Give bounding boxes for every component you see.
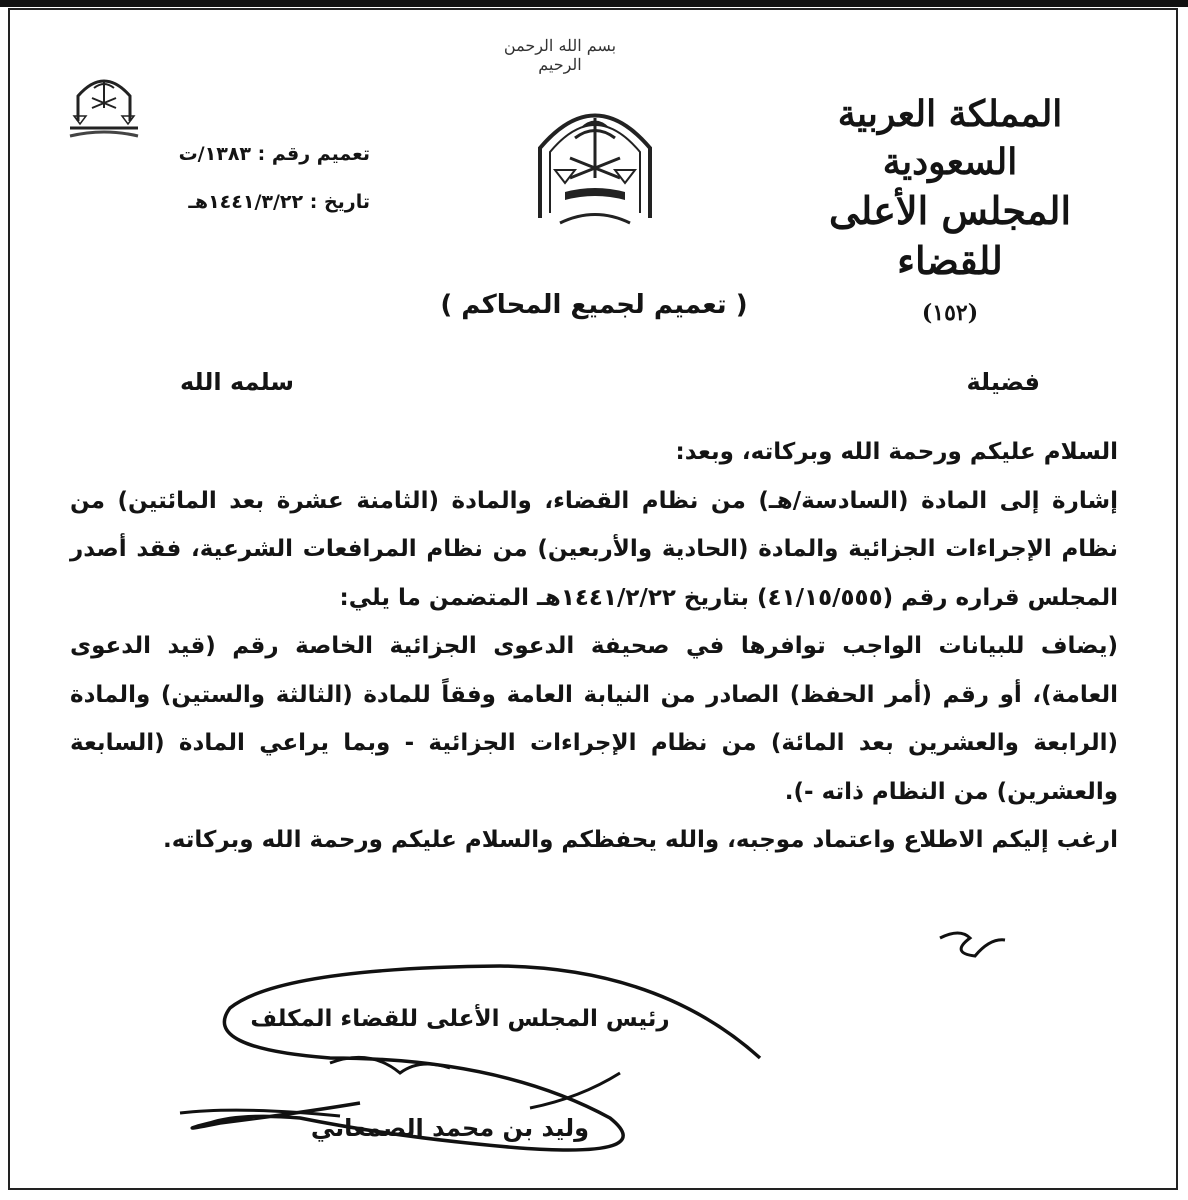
kingdom-name: المملكة العربية السعودية: [837, 93, 1063, 183]
basmala: بسم الله الرحمن الرحيم: [503, 36, 617, 74]
date-value: ١٤٤١/٣/٢٢هـ: [188, 191, 304, 213]
circular-label: تعميم رقم :: [257, 143, 370, 165]
signer-title: رئيس المجلس الأعلى للقضاء المكلف: [250, 1006, 670, 1032]
reference-block: [110, 130, 370, 226]
letter-body: [70, 428, 1118, 865]
circular-number-row: [110, 130, 370, 178]
greeting: السلام عليكم ورحمة الله وبركاته، وبعد:: [675, 439, 1118, 465]
circular-value: ١٣٨٣/ت: [178, 143, 252, 165]
closing: ارغب إليكم الاطلاع واعتماد موجبه، والله يحفظكم والسلام عليكم ورحمة الله وبركاته.: [163, 827, 1118, 853]
paragraph-reference: إشارة إلى المادة (السادسة/هـ) من نظام القضاء، والمادة (الثامنة عشرة بعد المائتين) من نظام الإجراءات الجزائية والمادة (الحادية والأربعين) من نظام المرافعات الشرعية، فقد أصدر المجلس قراره رقم (٤١/١٥/٥٥٥) بتاريخ ١٤٤١/٢/٢٢هـ المتضمن ما يلي:: [70, 487, 1118, 611]
paragraph-decision: (يضاف للبيانات الواجب توافرها في صحيفة الدعوى الجزائية الخاصة رقم (قيد الدعوى العامة)، أو رقم (أمر الحفظ) الصادر من النيابة العامة وفقاً للمادة (الثالثة والستين) والمادة (الرابعة والعشرين بعد المائة) من نظام الإجراءات الجزائية - وبما يراعي المادة (السابعة والعشرين) من النظام ذاته -).: [70, 633, 1118, 805]
salutation-blessing: سلمه الله: [180, 368, 294, 396]
top-border-bar: [0, 0, 1188, 7]
salutation-honorific: فضيلة: [966, 368, 1040, 396]
date-row: [110, 178, 370, 226]
council-emblem-icon: [520, 88, 670, 238]
date-label: تاريخ :: [309, 191, 370, 213]
council-name: المجلس الأعلى للقضاء: [828, 188, 1072, 283]
letterhead-number: (١٥٢): [921, 300, 979, 326]
signer-name: وليد بن محمد الصمعاني: [310, 1114, 590, 1142]
signature-scribble: [100, 908, 1080, 1188]
document-title: ( تعميم لجميع المحاكم ): [440, 290, 748, 320]
